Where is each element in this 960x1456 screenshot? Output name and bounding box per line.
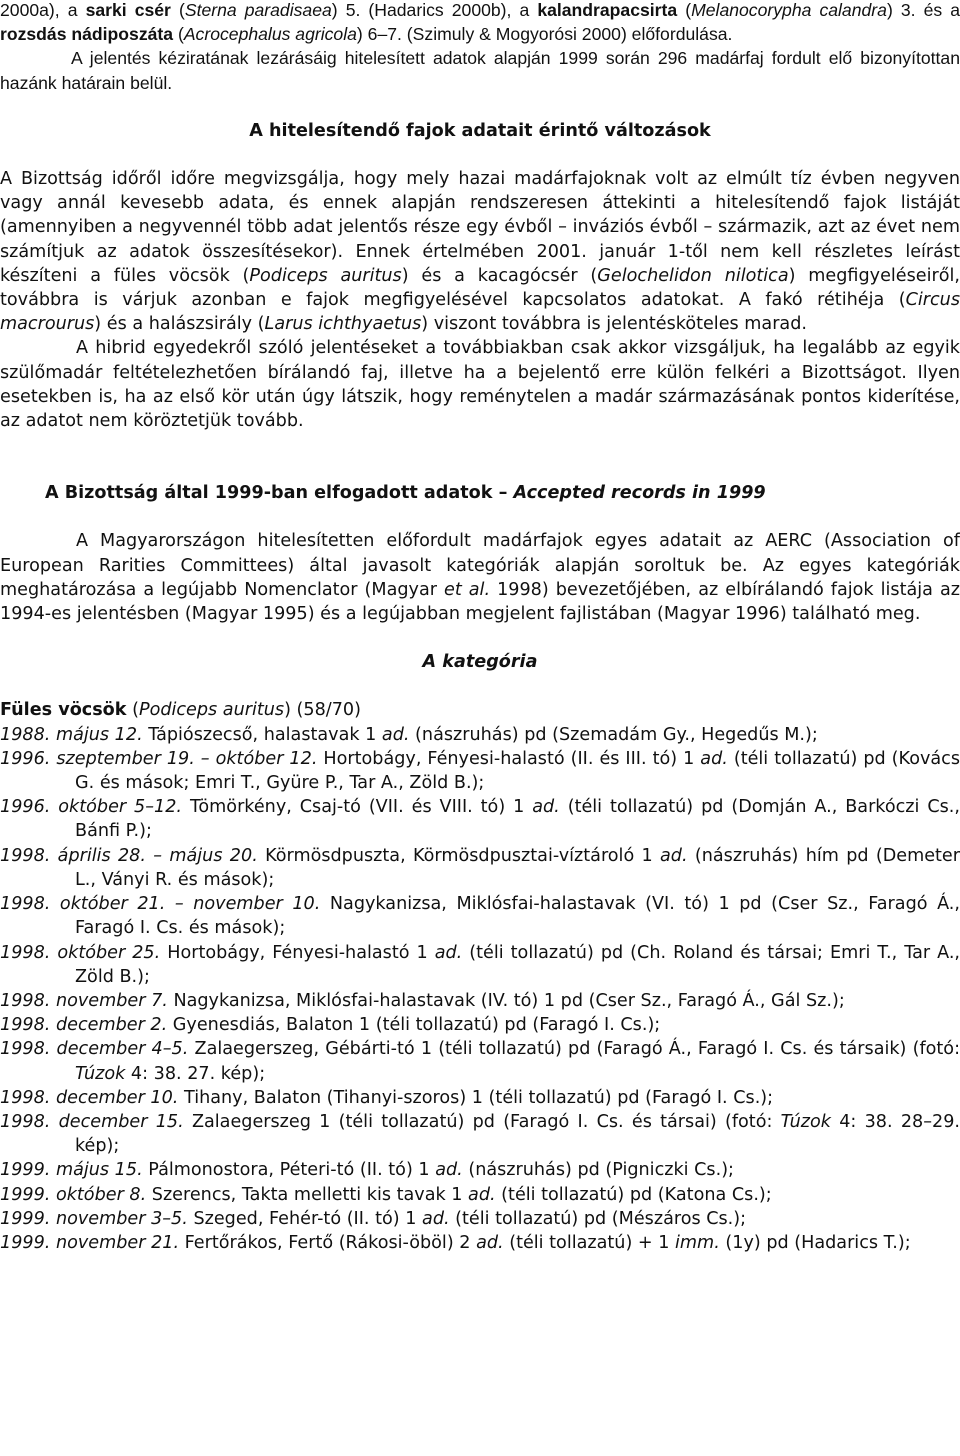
italic-text: ad. [381,724,410,745]
text-run: Tápiószecső, halastavak 1 [142,724,382,745]
italic-text: Circus macrourus [0,290,960,335]
text-run: (nászruhás) pd (Pigniczki Cs.); [462,1160,734,1181]
italic-text: 1998. december 10. [0,1087,179,1108]
text-run: (nászruhás) pd (Szemadám Gy., Hegedűs M.); [409,724,818,745]
italic-text: 1998. december 2. [0,1015,168,1036]
italic-text: ad. [422,1208,450,1229]
text-run: Pálmonostora, Péteri-tó (II. tó) 1 [142,1160,436,1181]
text-run: A Bizottság időről időre megvizsgálja, hogy mely hazai madárfajoknak volt az elmúlt tíz évben negyven vagy annál kevesebb adata, és ennek alapján rendszeresen áttekinti a hitelesítendő fajok listáját (amennyiben a negyvennél több adat jelentős része egy évből – inváziós évből – származik, azt az évet nem számítjuk az adatok összesítésekor). Ennek értelmében 2001. január 1-től nem kell részletes leírást készíteni a füles vöcsök ( [0,169,960,286]
italic-text: Gelochelidon nilotica [597,265,789,286]
text-run: 4: 38. 27. kép); [125,1063,266,1084]
text-run: Körmösdpuszta, Körmösdpusztai-víztároló 1 [257,845,661,866]
species-counts: (58/70) [296,700,361,721]
italic-text: 1999. október 8. [0,1184,147,1205]
record-item [0,1110,960,1158]
record-item [0,1183,960,1207]
italic-text: et al. [444,579,491,600]
italic-text: imm. [675,1232,720,1253]
bold-text: kalandrapacsirta [537,0,678,20]
body-paragraph [0,529,960,626]
italic-text: ad. [532,797,560,818]
italic-text: Larus ichthyaetus [264,314,422,335]
italic-text: 1988. május 12. [0,724,143,745]
text-run: ) 3. és a [886,0,960,20]
italic-text: 1998. október 25. [0,942,161,963]
species-name: Füles vöcsök [0,700,127,721]
text-run: (1y) pd (Hadarics T.); [719,1232,911,1253]
italic-text: ad. [468,1184,496,1205]
species-latin: Podiceps auritus [138,700,285,721]
category-heading: A kategória [422,652,538,673]
bold-text: sarki csér [85,0,171,20]
text-run: A hibrid egyedekről szóló jelentéseket a továbbiakban csak akkor vizsgáljuk, ha legalább az egyik szülőmadár feltételezhetően bírálandó faj, illetve ha a bejelentő erre külön felkéri a Bizottságot. Ilyen esetekben is, ha az első kör után úgy látszik, hogy reménytelen a madár származásának pontos kiderítése, az adatot nem köröztetjük tovább. [0,338,960,432]
text-run: 4: 38. 28–29. kép); [75,1111,960,1157]
text-run: (téli tollazatú) pd (Ch. Roland és társai; Emri T., Tar A., Zöld B.); [75,942,960,987]
text-run: (téli tollazatú) pd (Mészáros Cs.); [449,1208,747,1229]
text-run: Szerencs, Takta melletti kis tavak 1 [146,1184,469,1205]
italic-text: 1996. október 5–12. [0,797,183,818]
text-run: Gyenesdiás, Balaton 1 (téli tollazatú) pd (Faragó I. Cs.); [167,1015,661,1036]
text-run: ) 6–7. (Szimuly & Mogyorósi 2000) előfordulása. [356,24,733,45]
record-list [0,723,960,1255]
record-item [0,747,960,795]
italic-text: 1998. április 28. – május 20. [0,845,258,866]
text-run: Zalaegerszeg, Gébárti-tó 1 (téli tollazatú) pd (Faragó Á., Faragó I. Cs. és társaik) (fotó: [188,1039,960,1060]
record-item [0,844,960,892]
text-run: (téli tollazatú) pd (Kovács G. és mások; Emri T., Gyüre P., Tar A., Zöld B.); [75,748,960,794]
text-run: (téli tollazatú) + 1 [503,1232,676,1253]
italic-text: Túzok [75,1063,126,1084]
text-run: A Magyarországon hitelesítetten előfordult madárfajok egyes adatait az AERC (Association of European Rarities Committees) által javasolt kategóriák alapján soroltuk be. Az egyes kategóriák meghatározása a legújabb Nomenclator (Magyar [0,531,960,600]
species-heading: Füles vöcsök (Podiceps auritus) (58/70) [0,700,361,721]
italic-text: 1999. november 21. [0,1232,180,1253]
record-item [0,1207,960,1231]
italic-text: 1996. szeptember 19. – október 12. [0,748,318,769]
italic-text: ad. [476,1232,504,1253]
italic-text: Melanocorypha calandra [691,0,887,20]
italic-text: 1998. október 21. – november 10. [0,894,321,915]
text-run: ) megfigyeléseiről, továbbra is várjuk azonban e fajok megfigyelésével kapcsolatos adatokat. A fakó rétihéja ( [0,265,960,311]
record-item [0,795,960,843]
bold-text: rozsdás nádiposzáta [0,24,174,45]
text-run: ) és a kacagócsér ( [401,265,598,286]
text-run: Zalaegerszeg 1 (téli tollazatú) pd (Faragó I. Cs. és társai) (fotó: [183,1111,781,1132]
text-run: Nagykanizsa, Miklósfai-halastavak (IV. tó) 1 pd (Cser Sz., Faragó Á., Gál Sz.); [167,990,845,1011]
section-heading-english: Accepted records in 1999 [513,483,766,504]
italic-text: ad. [434,942,463,963]
record-item [0,1086,960,1110]
text-run: (nászruhás) hím pd (Demeter L., Ványi R. és mások); [75,845,960,890]
italic-text: 1998. december 15. [0,1111,184,1132]
body-paragraph [0,167,960,336]
text-run: Nagykanizsa, Miklósfai-halastavak (VI. tó) 1 pd (Cser Sz., Faragó Á., Faragó I. Cs. és mások); [75,894,960,939]
italic-text: ad. [660,845,688,866]
text-run: (téli tollazatú) pd (Domján A., Barkóczi Cs., Bánfi P.); [75,797,960,842]
intro-paragraph [0,46,960,94]
record-item [0,1158,960,1182]
italic-text: Sterna paradisaea [184,0,332,20]
section-heading: A Bizottság által 1999-ban elfogadott adatok – Accepted records in 1999 [45,483,766,504]
record-item [0,941,960,989]
body-paragraph [0,336,960,433]
text-run: ) viszont továbbra is jelentésköteles marad. [421,314,807,335]
text-run: Tömörkény, Csaj-tó (VII. és VIII. tó) 1 [182,797,533,818]
text-run: 2000a), a [0,0,86,20]
text-run: Hortobágy, Fényesi-halastó (II. és III. tó) 1 [317,748,701,769]
italic-text: 1999. május 15. [0,1160,143,1181]
italic-text: Podiceps auritus [249,265,402,286]
text-run: (téli tollazatú) pd (Katona Cs.); [495,1184,772,1205]
section-heading: A hitelesítendő fajok adatait érintő változások [249,120,711,141]
record-item [0,1013,960,1037]
text-run: Tihany, Balaton (Tihanyi-szoros) 1 (téli tollazatú) pd (Faragó I. Cs.); [178,1087,774,1108]
record-item [0,1231,960,1255]
italic-text: 1998. november 7. [0,990,168,1011]
intro-paragraph [0,0,960,46]
text-run: ( [173,24,184,45]
text-run: ( [170,0,185,20]
italic-text: 1999. november 3–5. [0,1208,188,1229]
text-run: 1998) bevezetőjében, az elbírálandó fajok listája az 1994-es jelentésben (Magyar 1995) és a legújabban megjelent fajlistában (Magyar 1996) található meg. [0,579,960,625]
italic-text: ad. [435,1160,463,1181]
italic-text: ad. [700,748,728,769]
italic-text: Acrocephalus agricola [183,24,357,45]
record-item [0,892,960,940]
record-item [0,723,960,747]
text-run: ) és a halászsirály ( [94,314,265,335]
text-run: Fertőrákos, Fertő (Rákosi-öböl) 2 [179,1232,477,1253]
text-run: Hortobágy, Fényesi-halastó 1 [160,942,435,963]
text-run: ( [677,0,692,20]
record-item [0,1037,960,1085]
italic-text: Túzok [780,1111,831,1132]
italic-text: 1998. december 4–5. [0,1039,189,1060]
text-run: ) 5. (Hadarics 2000b), a [331,0,538,20]
record-item [0,989,960,1013]
text-run: A jelentés kéziratának lezárásáig hitelesített adatok alapján 1999 során 296 madárfaj fordult elő bizonyítottan hazánk határain belül. [0,48,960,93]
text-run: Szeged, Fehér-tó (II. tó) 1 [187,1208,423,1229]
